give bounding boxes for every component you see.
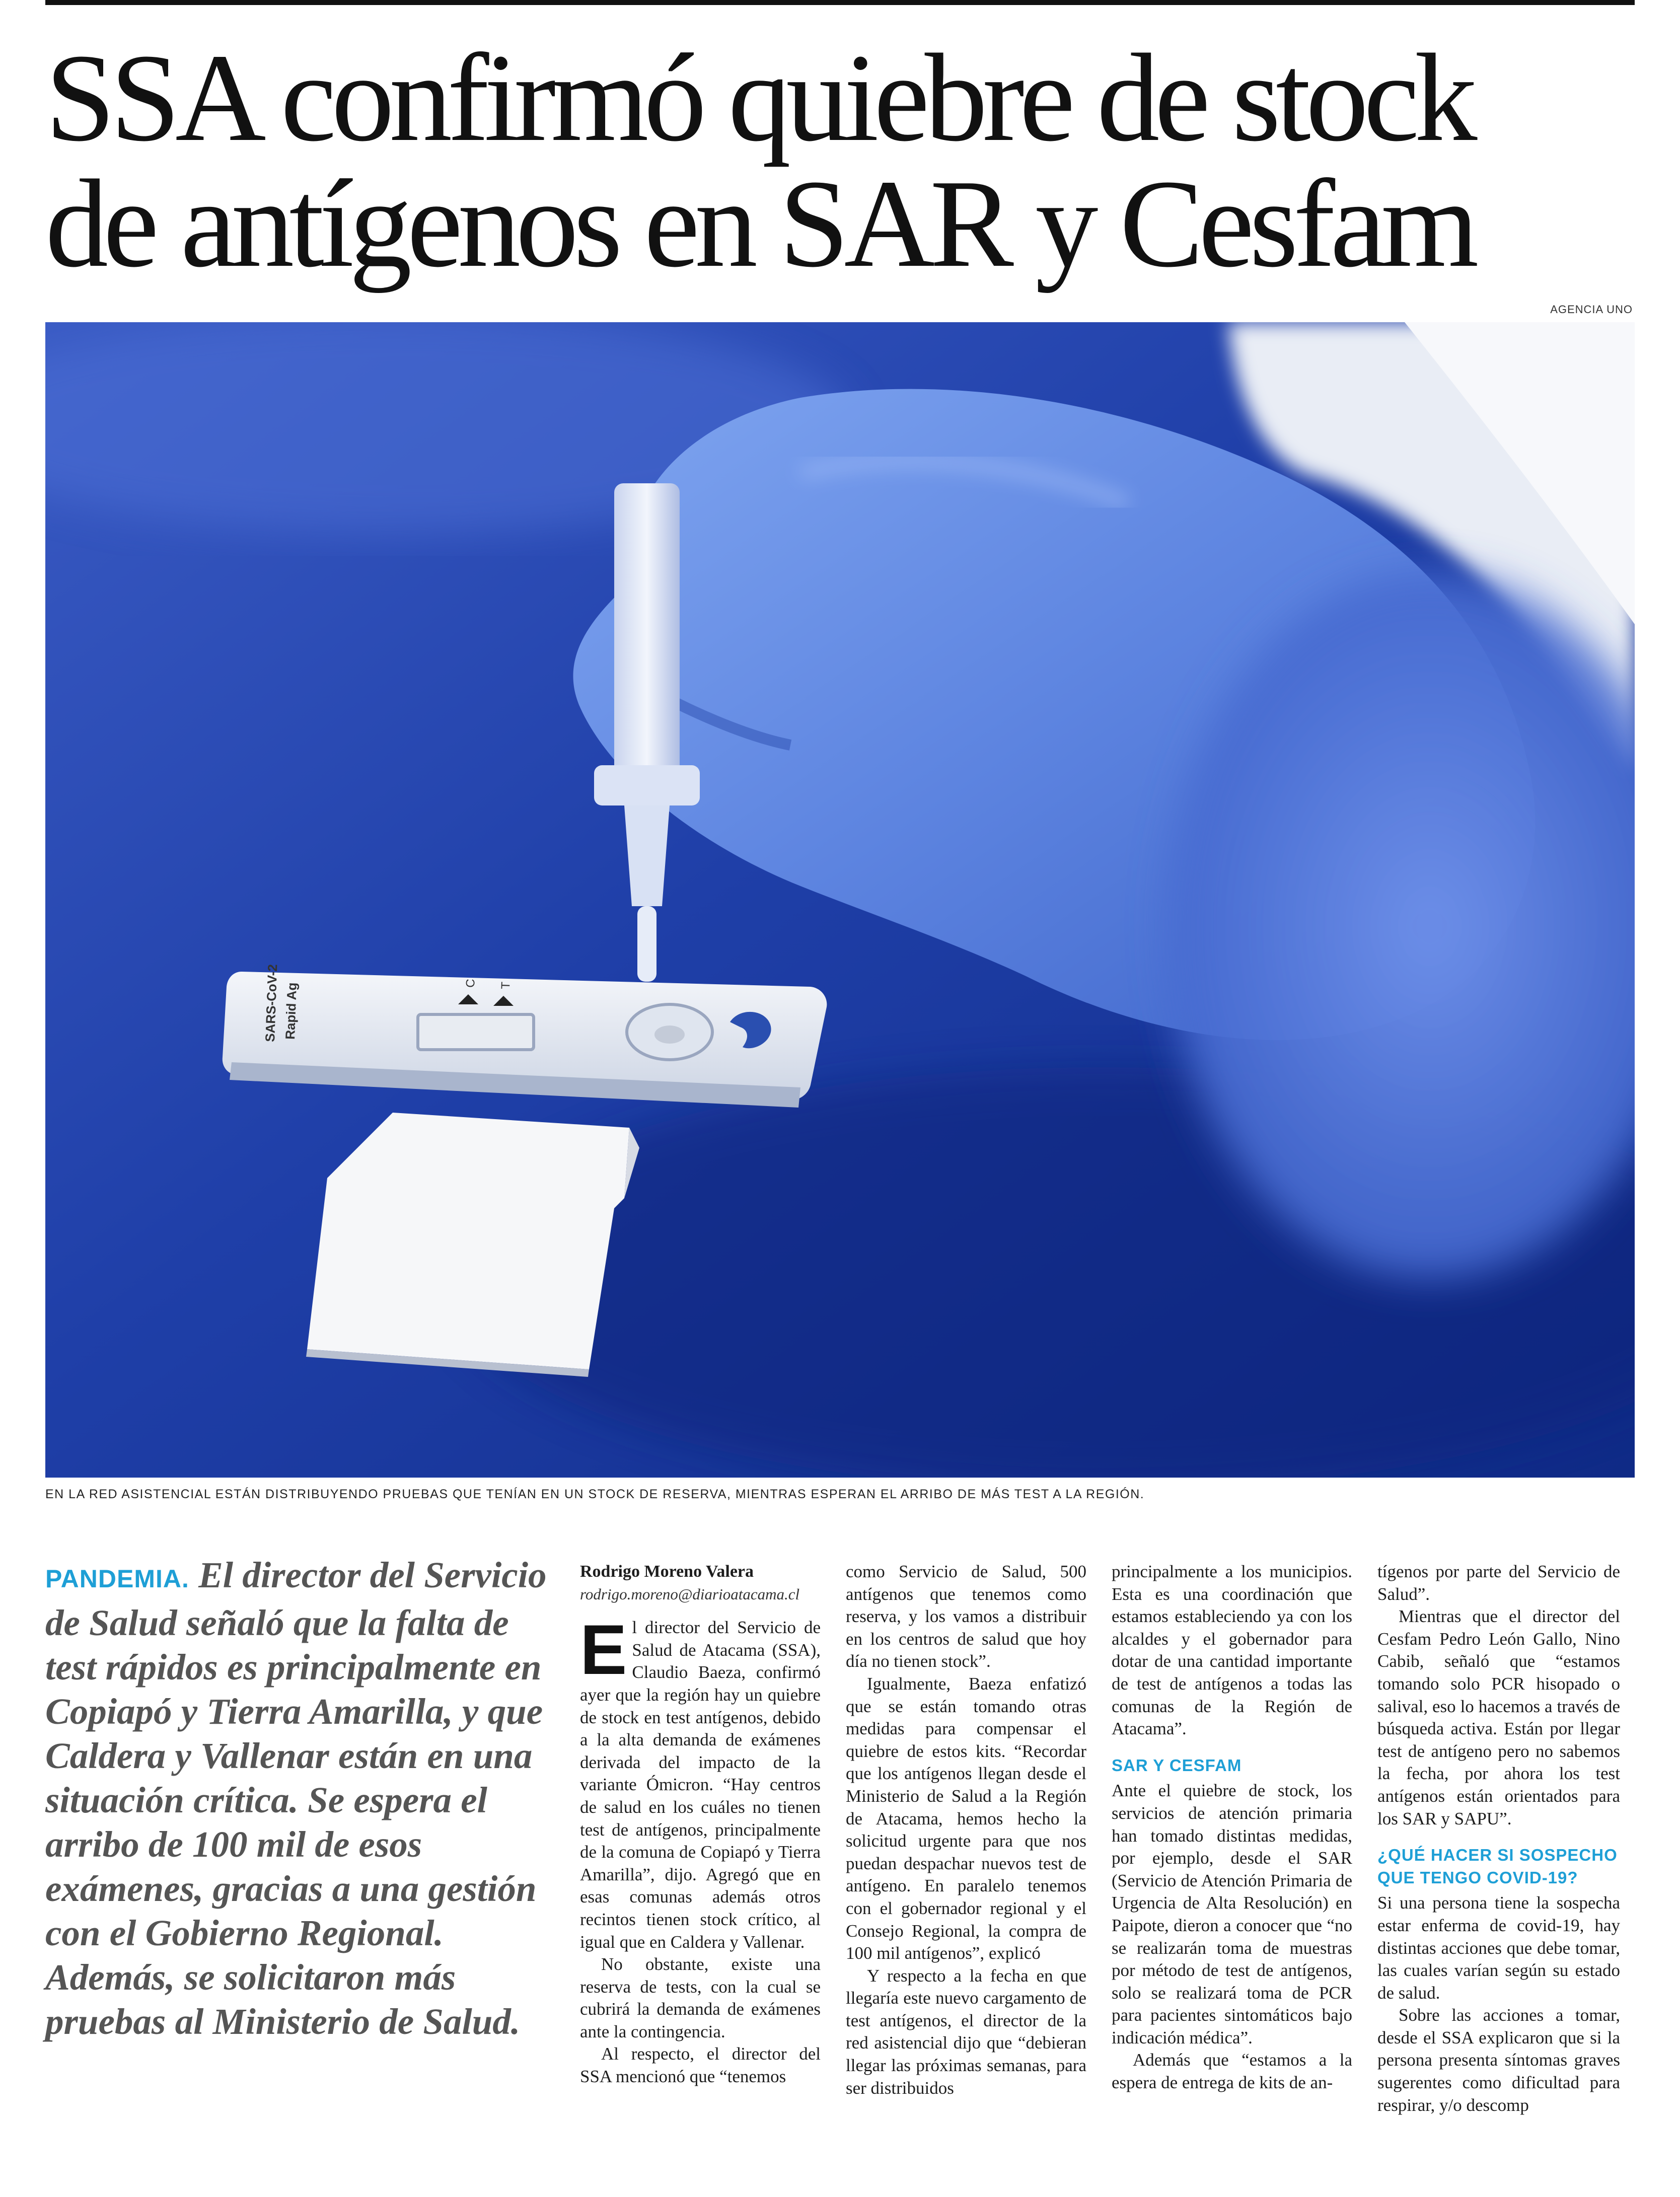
headline <box>45 28 1636 294</box>
paragraph: Igualmente, Baeza enfatizó que se están tomando otras medidas para compensar el quiebre de estos kits. “Recordar que los antígenos llegan desde el Ministerio de Salud a la Región de Atacama, hemos hecho la solicitud urgente para que nos puedan despachar nuevos test de antígeno. En paralelo tenemos con el gobernador regional y el Consejo Regional, la compra de 100 mil antígenos”, explicó <box>846 1673 1086 1963</box>
photo-credit: AGENCIA UNO <box>1550 303 1633 316</box>
headline-line-2: de antígenos en SAR y Cesfam <box>45 154 1474 294</box>
photo-illustration <box>45 322 1635 1478</box>
headline-line-1: SSA confirmó quiebre de stock <box>45 28 1473 168</box>
paragraph: tígenos por parte del Servicio de Salud”. <box>1377 1562 1620 1604</box>
paragraph: Además que “estamos a la espera de entrega de kits de an- <box>1112 2050 1352 2093</box>
author-name: Rodrigo Moreno Valera <box>580 1562 754 1581</box>
photo-caption: EN LA RED ASISTENCIAL ESTÁN DISTRIBUYENDO PRUEBAS QUE TENÍAN EN UN STOCK DE RESERVA, MIENTRAS ESPERAN EL ARRIBO DE MÁS TEST A LA REGIÓN. <box>45 1487 1145 1501</box>
paragraph: Si una persona tiene la sospecha estar enferma de covid-19, hay distintas acciones que debe tomar, las cuales varían según su estado de salud. <box>1377 1893 1620 2003</box>
article-column-1 <box>580 1561 821 2088</box>
subhead-sar-cesfam: SAR Y CESFAM <box>1112 1755 1242 1775</box>
top-rule <box>45 0 1635 5</box>
photo <box>45 322 1635 1478</box>
paragraph-text: l director del Servicio de Salud de Atacama (SSA), Claudio Baeza, confirmó ayer que la región hay un quiebre de stock en test antígenos, debido a la alta demanda de exámenes derivada del impacto de la variante Ómicron. “Hay centros de salud en los cuáles no tienen test de antígenos, principalmente de la comuna de Copiapó y Tierra Amarilla”, dijo. Agregó que en esas comunas además otros recintos tienen stock crítico, al igual que en Caldera y Vallenar. <box>580 1618 821 1952</box>
paragraph: como Servicio de Salud, 500 antígenos que tenemos como reserva, y los vamos a distribuir en los centros de salud que hoy día no tienen stock”. <box>846 1562 1086 1671</box>
article-column-4 <box>1377 1561 1620 2116</box>
section-tag: PANDEMIA. <box>45 1565 189 1593</box>
cassette-label-1: SARS-CoV-2 <box>262 964 280 1043</box>
cassette-mark-t: T <box>499 981 513 990</box>
drop-cap: E <box>580 1610 627 1690</box>
paragraph: Ante el quiebre de stock, los servicios de atención primaria han tomado distintas medidas, por ejemplo, desde el SAR (Servicio de Atención Primaria de Urgencia de Alta Resolución) en Paipote, dieron a conocer que “no se realizarán toma de muestras por método de test de antígenos, solo se realizará toma de PCR para pacientes sintomáticos bajo indicación médica”. <box>1112 1781 1352 2047</box>
paragraph: Al respecto, el director del SSA mencionó que “tenemos <box>580 2044 821 2087</box>
paragraph: No obstante, existe una reserva de tests, con la cual se cubrirá la demanda de exámenes ante la contingencia. <box>580 1954 821 2041</box>
lead-text: El director del Servicio de Salud señaló que la falta de test rápidos es principalmente en Copiapó y Tierra Amarilla, y que Caldera y Vallenar están en una situación crítica. Se espera el arribo de 100 mil de esos exámenes, gracias a una gestión con el Gobierno Regional. Además, se solicitaron más pruebas al Ministerio de Salud. <box>45 1555 547 2042</box>
author-email: rodrigo.moreno@diarioatacama.cl <box>580 1585 800 1603</box>
paragraph: Y respecto a la fecha en que llegaría este nuevo cargamento de test antígenos, el director de la red asistencial dijo que “debieran llegar las próximas semanas, para ser distribuidos <box>846 1965 1086 2098</box>
subhead-que-hacer: ¿QUÉ HACER SI SOSPECHO QUE TENGO COVID-19? <box>1377 1846 1618 1887</box>
paragraph <box>580 1610 821 1953</box>
cassette-mark-c: C <box>464 978 478 988</box>
article-column-3 <box>1112 1561 1352 2094</box>
paragraph: principalmente a los municipios. Esta es una coordinación que estamos estableciendo ya con los alcaldes y el gobernador para dotar de una cantidad importante de test de antígenos a todas las comunas de la Región de Atacama”. <box>1112 1562 1352 1739</box>
paragraph: Sobre las acciones a tomar, desde el SSA explicaron que si la persona presenta síntomas graves sugerentes como dificultad para respirar, y/o descomp <box>1377 2005 1620 2115</box>
paragraph: Mientras que el director del Cesfam Pedro León Gallo, Nino Cabib, señaló que “estamos tomando solo PCR hisopado o salival, eso lo hacemos a través de búsqueda activa. Están por llegar test de antígeno pero no sabemos la fecha, por ahora los test antígenos están orientados para los SAR y SAPU”. <box>1377 1606 1620 1828</box>
lead-paragraph <box>45 1553 549 2044</box>
cassette-label-2: Rapid Ag <box>282 982 300 1040</box>
article-column-2 <box>846 1561 1086 2099</box>
